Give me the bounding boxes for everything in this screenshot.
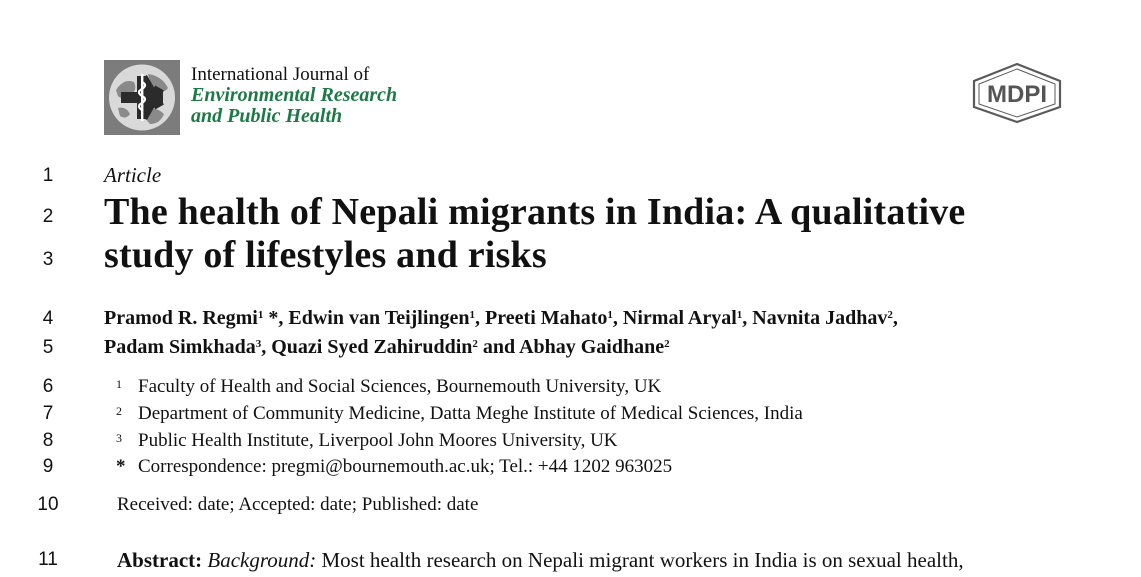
line-number: 5: [42, 337, 54, 358]
author-name: Quazi Syed Zahiruddin: [271, 336, 473, 358]
author-separator: ,: [742, 307, 753, 329]
author-name: Abhay Gaidhane: [519, 336, 665, 358]
journal-name-line2: Environmental Research: [191, 84, 398, 106]
author-separator: ,: [261, 336, 272, 358]
affiliation-item: [116, 376, 661, 398]
affiliation-mark: 3: [116, 431, 122, 445]
author-separator: ,: [475, 307, 486, 329]
author-separator: ,: [892, 307, 898, 329]
author-list-line1: [104, 307, 898, 330]
correspondence-text: Correspondence: pregmi@bournemouth.ac.uk; Tel.: +44 1202 963025: [138, 456, 673, 477]
article-title-line1: The health of Nepali migrants in India: A qualitative: [104, 191, 966, 233]
publisher-name: MDPI: [987, 81, 1047, 108]
author-separator: ,: [612, 307, 623, 329]
publication-dates: Received: date; Accepted: date; Published: date: [117, 494, 479, 515]
author-affiliation-mark: 2: [664, 338, 670, 350]
article-title-line2: study of lifestyles and risks: [104, 234, 547, 276]
line-number: 8: [42, 430, 54, 451]
line-number: 4: [42, 308, 54, 329]
author-affiliation-mark: 1: [736, 309, 743, 321]
mdpi-logo-icon: [970, 62, 1064, 124]
author-name: Pramod R. Regmi: [104, 307, 258, 329]
affiliation-text: Department of Community Medicine, Datta Meghe Institute of Medical Sciences, India: [138, 403, 803, 424]
abstract-background-label: Background:: [207, 548, 317, 572]
article-type: Article: [104, 163, 162, 187]
author-affiliation-mark: 1: [607, 309, 613, 321]
author-name: Edwin van Teijlingen: [288, 307, 470, 329]
affiliation-mark: 1: [116, 377, 122, 391]
author-affiliation-mark: 2: [887, 309, 893, 321]
line-number: 1: [42, 165, 54, 186]
author-name: Navnita Jadhav: [752, 307, 888, 329]
affiliation-item: [116, 430, 618, 452]
journal-logo-icon: [104, 60, 180, 135]
affiliation-item: [116, 403, 803, 425]
abstract-text: Most health research on Nepali migrant workers in India is on sexual health,: [316, 548, 964, 572]
author-name: Nirmal Aryal: [622, 307, 737, 329]
author-list-line2: [104, 336, 670, 359]
affiliation-text: Faculty of Health and Social Sciences, Bournemouth University, UK: [138, 376, 662, 397]
line-number: 9: [42, 456, 54, 477]
line-number: 10: [37, 494, 59, 515]
abstract-label: Abstract:: [117, 548, 203, 572]
author-name: Preeti Mahato: [485, 307, 608, 329]
author-separator: *,: [263, 307, 289, 329]
author-affiliation-mark: 1: [469, 309, 476, 321]
line-number: 7: [42, 403, 54, 424]
affiliation-mark: 2: [116, 404, 122, 418]
author-affiliation-mark: 2: [472, 338, 478, 350]
line-number: 11: [38, 549, 58, 570]
line-number: 6: [42, 376, 54, 397]
line-number: 2: [42, 206, 54, 227]
abstract-line: [117, 548, 964, 573]
journal-name-line1: International Journal of: [191, 64, 370, 85]
journal-name-line3: and Public Health: [191, 105, 343, 127]
author-name: Padam Simkhada: [104, 336, 256, 358]
author-affiliation-mark: 3: [255, 338, 262, 350]
author-separator: and: [477, 336, 520, 358]
correspondence-item: [116, 456, 672, 478]
author-affiliation-mark: 1: [257, 309, 264, 321]
journal-name: [191, 64, 397, 127]
affiliation-text: Public Health Institute, Liverpool John Moores University, UK: [138, 430, 618, 451]
correspondence-mark: *: [116, 456, 126, 477]
line-number: 3: [42, 249, 54, 270]
